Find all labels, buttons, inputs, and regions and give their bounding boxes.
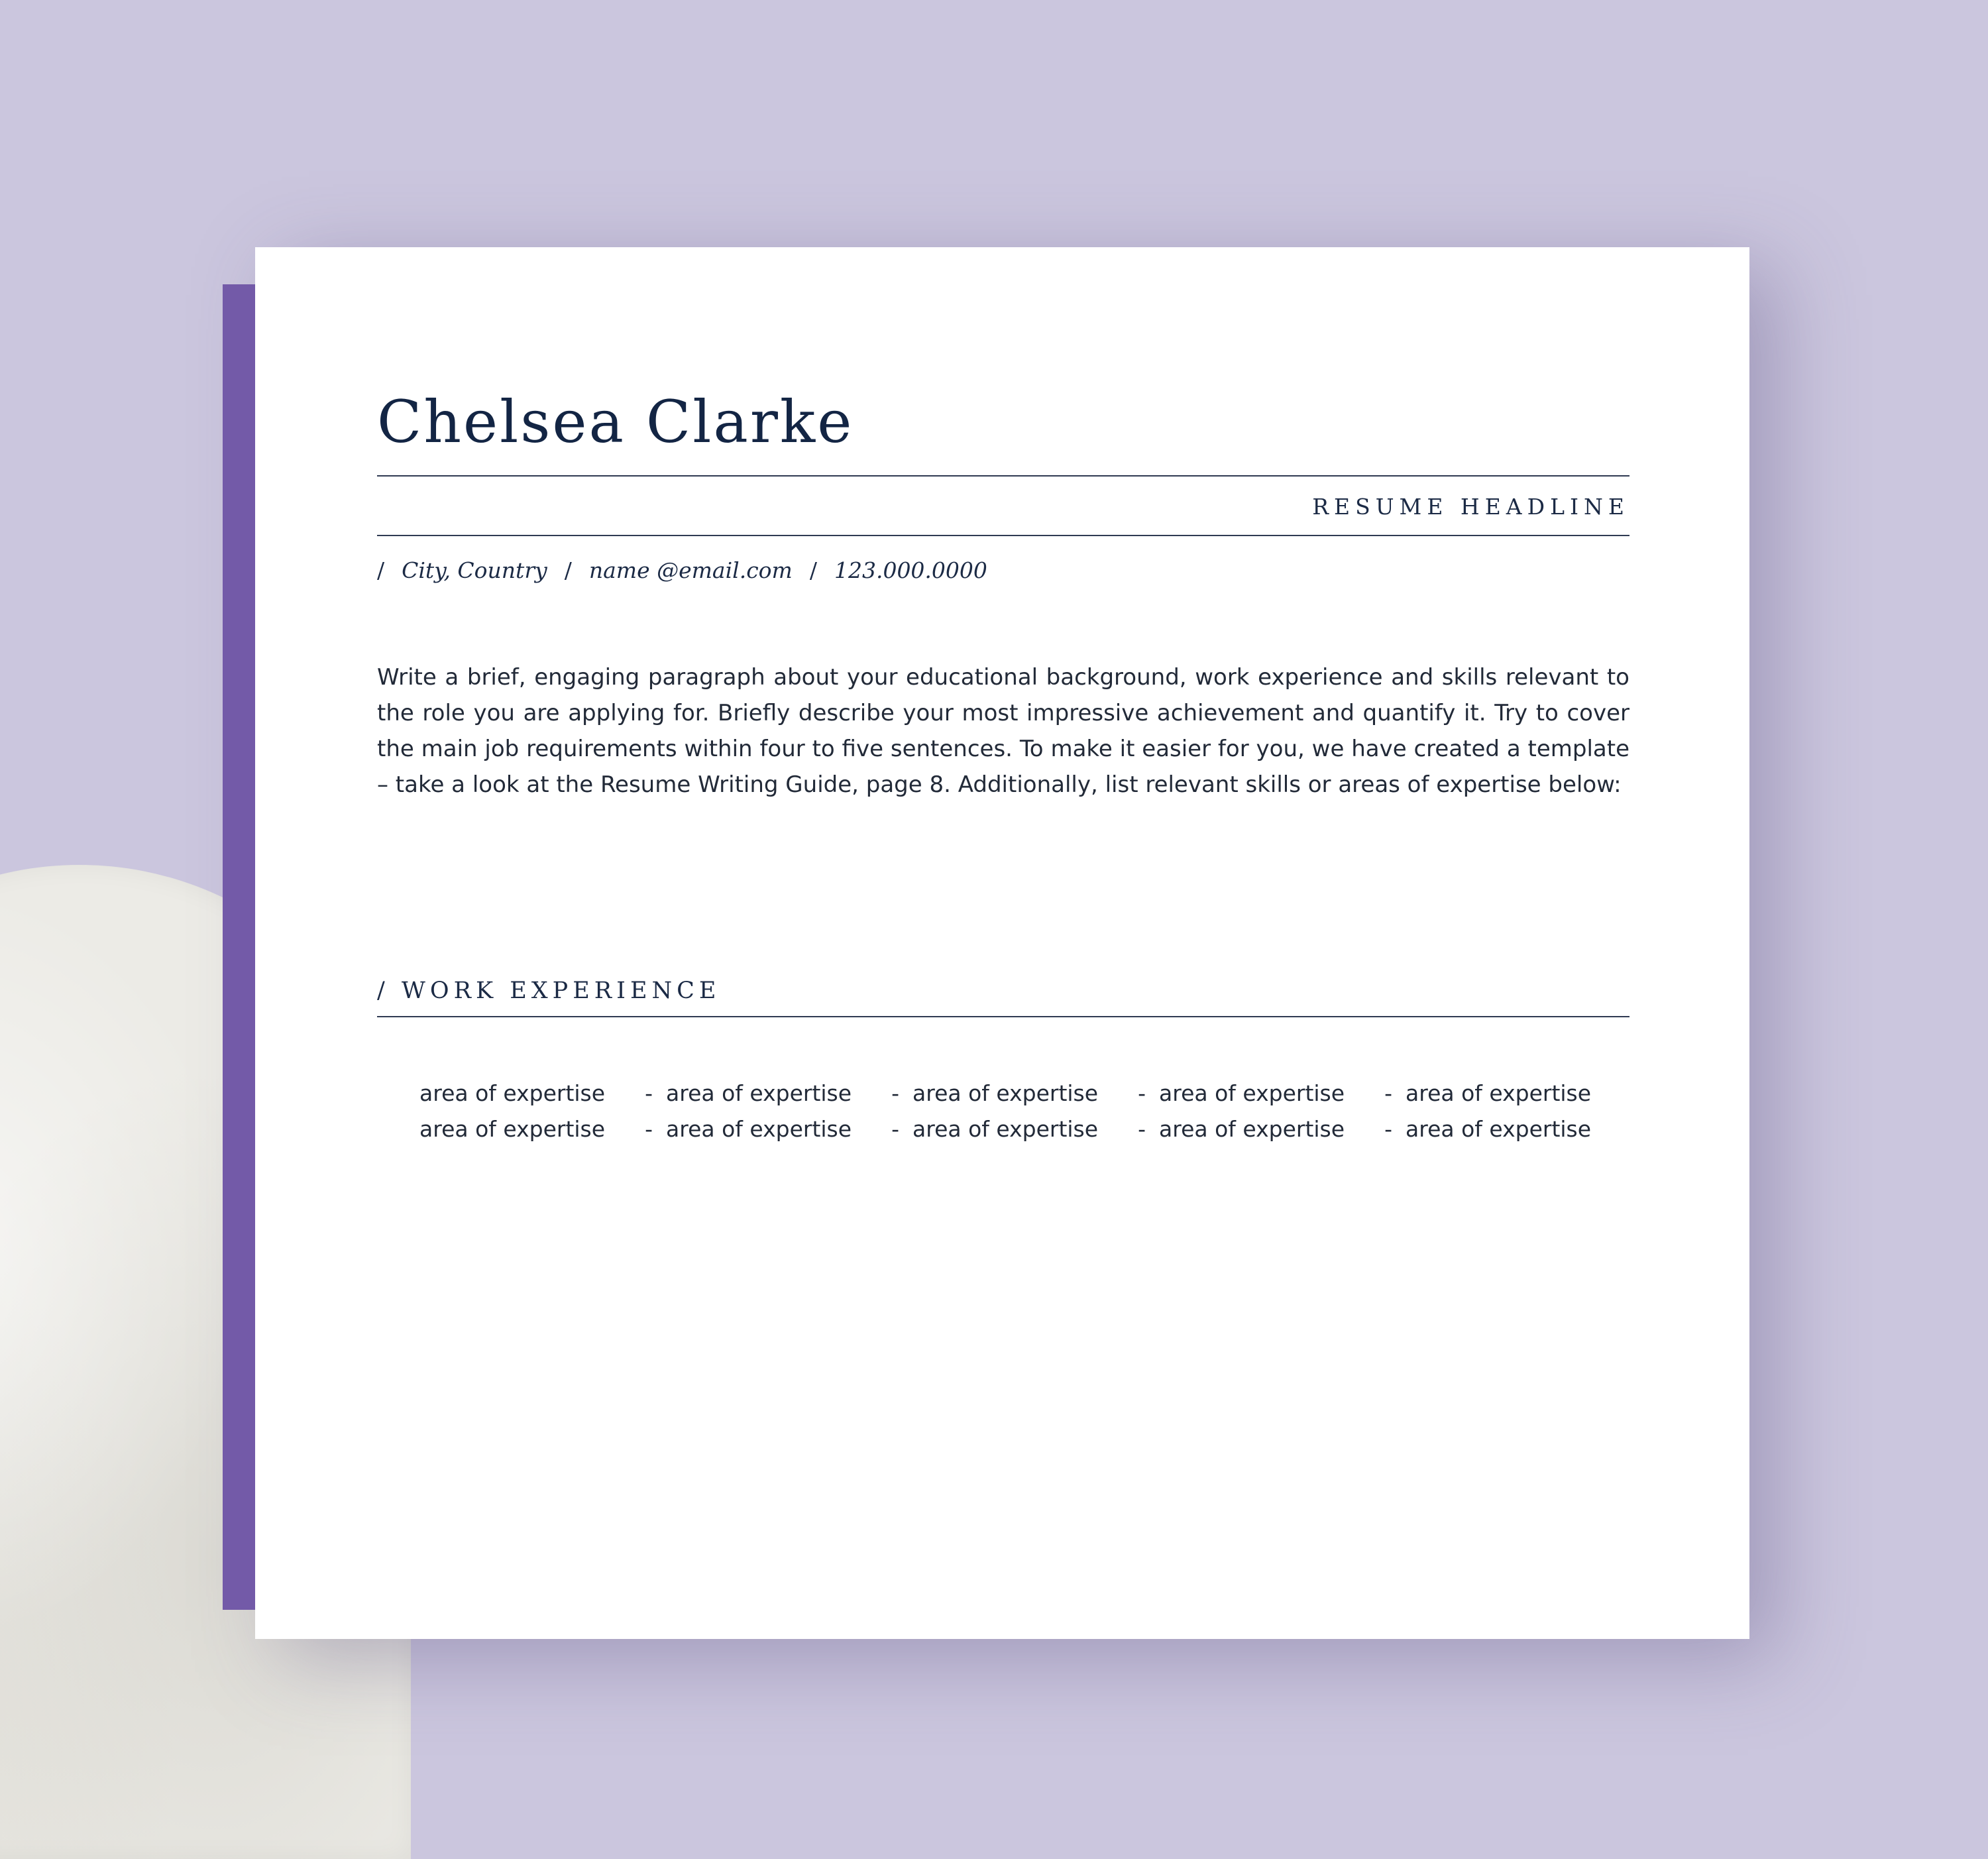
contact-line	[377, 557, 987, 583]
skills-grid	[419, 1076, 1604, 1147]
section-title-work-experience: / WORK EXPERIENCE	[377, 978, 721, 1004]
accent-page-edge	[223, 284, 256, 1610]
divider-work-experience	[377, 1016, 1629, 1017]
summary-paragraph: Write a brief, engaging paragraph about your educational background, work experience and skills relevant to the role you are applying for. Briefly describe your most impressive achievement and quantify it. Try to cover the main job requirements within four to five sentences. To make it easier for you, we have created a template – take a look at the Resume Writing Guide, page 8. Additionally, list relevant skills or areas of expertise below:	[377, 664, 1629, 798]
skill-item: area of expertise -	[1159, 1080, 1392, 1106]
contact-email: name @email.com	[588, 557, 793, 583]
resume-headline: RESUME HEADLINE	[1312, 494, 1629, 520]
divider-headline	[377, 535, 1629, 536]
divider-top	[377, 475, 1629, 477]
skill-item: area of expertise -	[912, 1116, 1146, 1142]
contact-separator: /	[809, 557, 817, 583]
contact-separator: /	[564, 557, 572, 583]
contact-location: City, Country	[402, 557, 547, 583]
skill-item: area of expertise -	[1159, 1116, 1392, 1142]
skill-item: area of expertise -	[912, 1080, 1146, 1106]
resume-name: Chelsea Clarke	[377, 388, 854, 456]
skill-item: area of expertise	[1406, 1116, 1592, 1142]
skill-item: area of expertise -	[419, 1080, 653, 1106]
contact-separator: /	[377, 557, 385, 583]
contact-phone: 123.000.0000	[834, 557, 987, 583]
skill-item: area of expertise -	[666, 1116, 899, 1142]
skill-item: area of expertise -	[419, 1116, 653, 1142]
resume-page	[255, 247, 1749, 1639]
skill-item: area of expertise -	[666, 1080, 899, 1106]
skill-item: area of expertise	[1406, 1080, 1592, 1106]
